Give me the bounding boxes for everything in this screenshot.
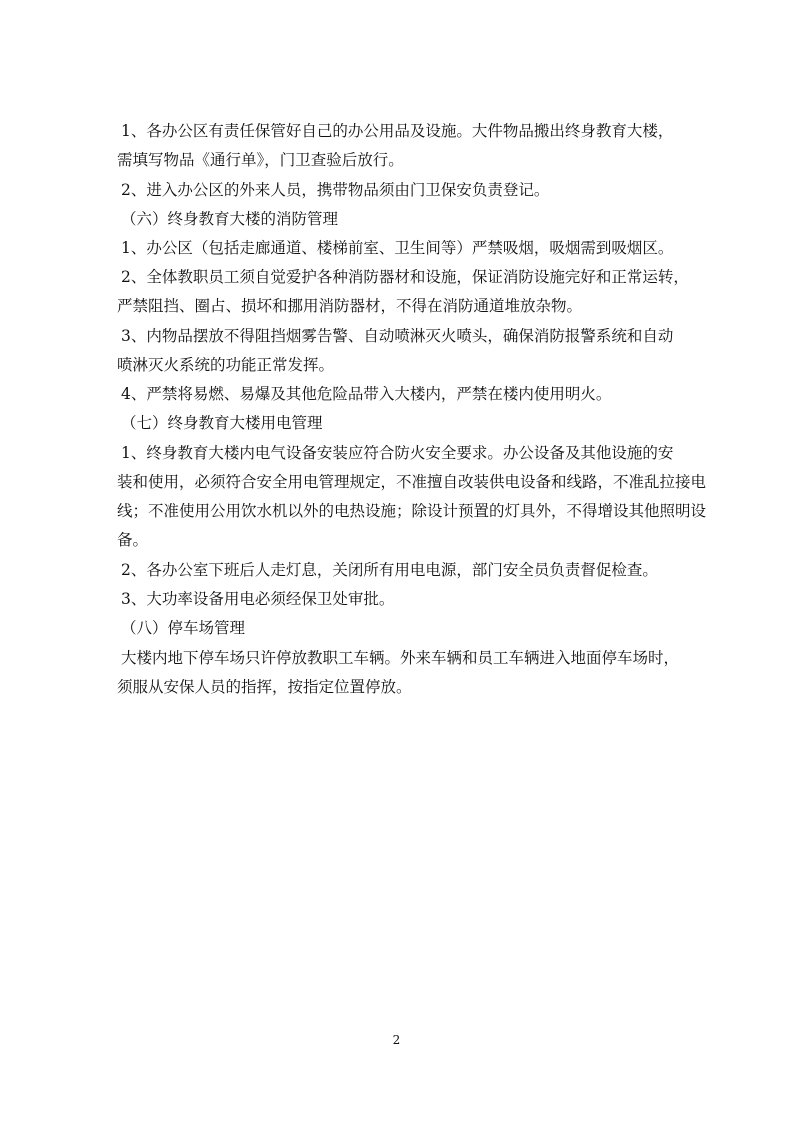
text-line: 1、终身教育大楼内电气设备安装应符合防火安全要求。办公设备及其他设施的安 <box>121 444 674 462</box>
text-line: 严禁阻挡、圈占、损坏和挪用消防器材，不得在消防通道堆放杂物。 <box>117 297 583 315</box>
section-heading: （六）终身教育大楼的消防管理 <box>121 210 339 228</box>
text-line: 需填写物品《通行单》，门卫查验后放行。 <box>117 151 404 169</box>
text-line: 3、大功率设备用电必须经保卫处审批。 <box>121 590 395 608</box>
text-line: 须服从安保人员的指挥，按指定位置停放。 <box>117 678 412 696</box>
text-line: 4、严禁将易燃、易爆及其他危险品带入大楼内，严禁在楼内使用明火。 <box>121 385 612 403</box>
text-line: 3、内物品摆放不得阻挡烟雾告警、自动喷淋灭火喷头，确保消防报警系统和自动 <box>121 327 674 345</box>
section-heading: （七）终身教育大楼用电管理 <box>121 414 323 432</box>
page-number: 2 <box>392 1033 401 1047</box>
text-line: 大楼内地下停车场只许停放教职工车辆。外来车辆和员工车辆进入地面停车场时， <box>121 649 680 667</box>
text-line: 2、全体教职员工须自觉爱护各种消防器材和设施，保证消防设施完好和正常运转， <box>121 268 689 286</box>
text-line: 1、办公区（包括走廊通道、楼梯前室、卫生间等）严禁吸烟，吸烟需到吸烟区。 <box>121 239 674 257</box>
text-line: 装和使用，必须符合安全用电管理规定，不准擅自改装供电设备和线路，不准乱拉接电 <box>117 473 707 491</box>
text-line: 1、各办公区有责任保管好自己的办公用品及设施。大件物品搬出终身教育大楼， <box>121 122 674 140</box>
text-line: 备。 <box>117 531 149 549</box>
section-heading: （八）停车场管理 <box>121 619 246 637</box>
text-line: 2、进入办公区的外来人员，携带物品须由门卫保安负责登记。 <box>121 181 550 199</box>
text-line: 2、各办公室下班后人走灯息，关闭所有用电电源，部门安全员负责督促检查。 <box>121 561 658 579</box>
text-line: 喷淋灭火系统的功能正常发挥。 <box>117 356 335 374</box>
text-line: 线；不准使用公用饮水机以外的电热设施；除设计预置的灯具外，不得增设其他照明设 <box>117 502 707 520</box>
